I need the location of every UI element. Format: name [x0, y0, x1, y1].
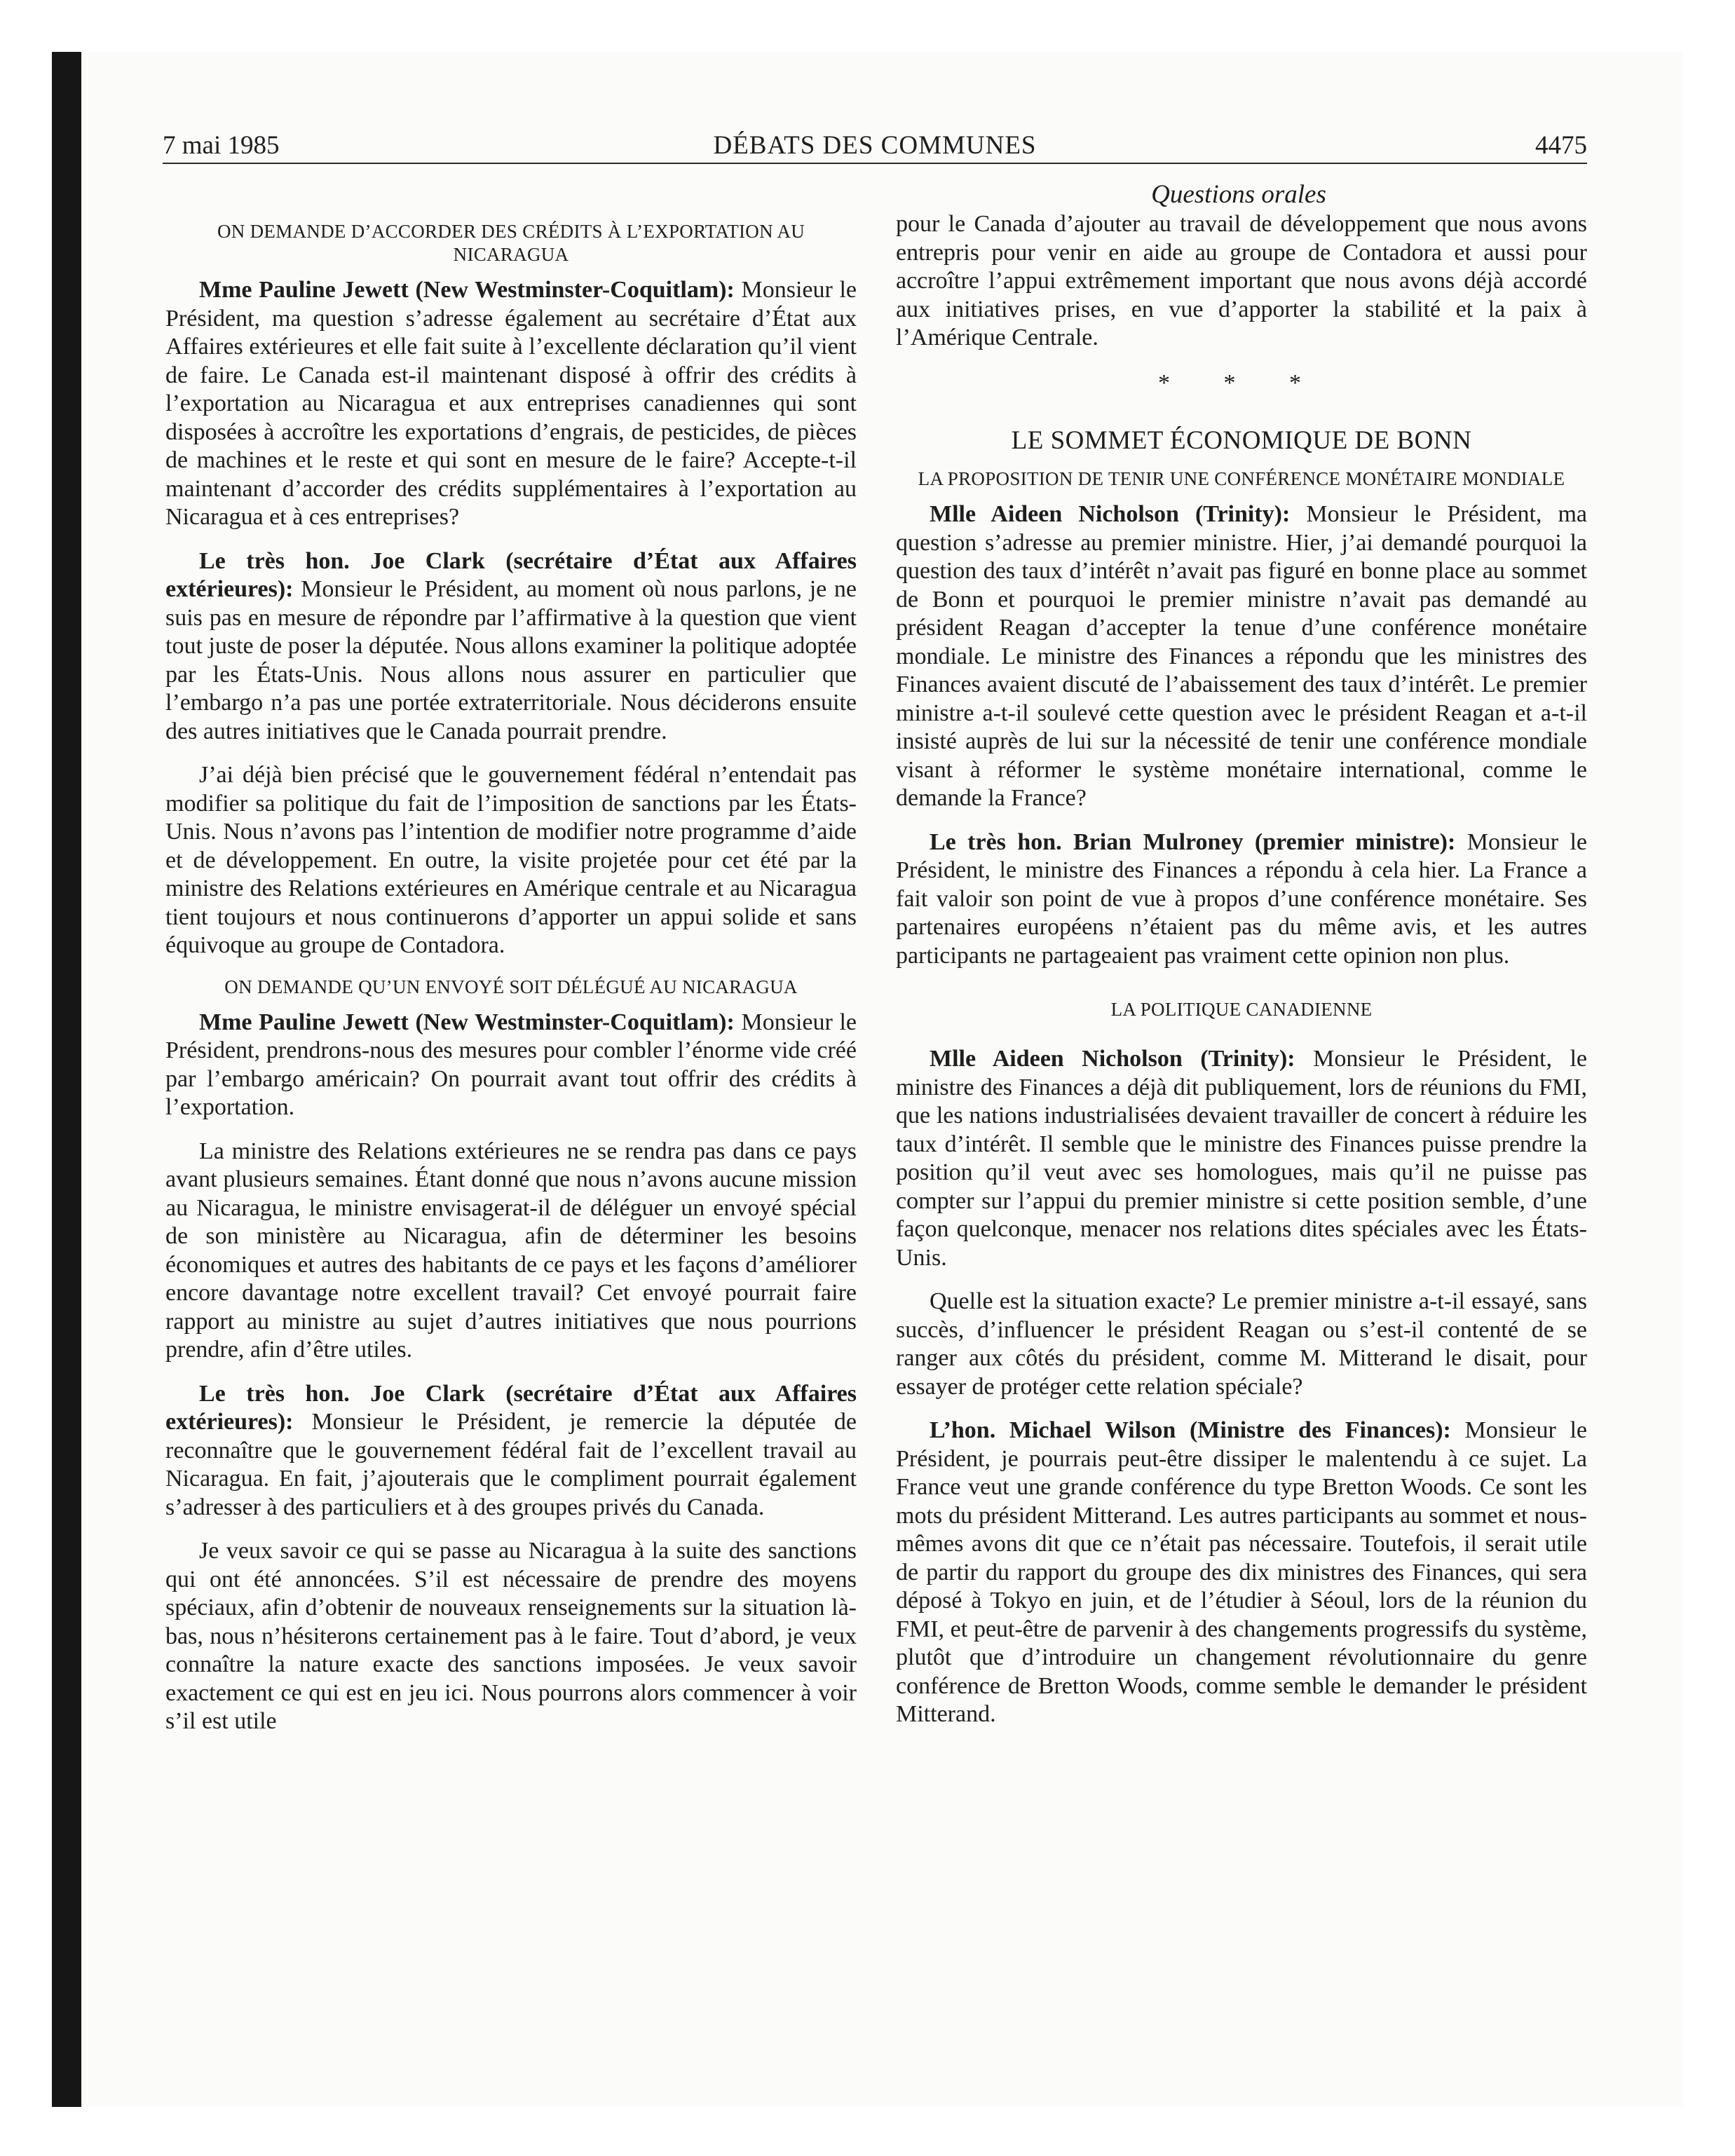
- running-header: [163, 130, 1587, 164]
- speaker: Mlle Aideen Nicholson (Trinity):: [930, 1046, 1295, 1072]
- paragraph: J’ai déjà bien précisé que le gouvernement fédéral n’entendait pas modifier sa politique du fait de l’imposition de sanctions par les États-Unis. Nous n’avons pas l’intention de modifier notre programme d’aide et de développement. En outre, la visite projetée pour cet été par la ministre des Relations extérieures en Amérique centrale et au Nicaragua tient toujours et nous continuerons d’apporter un appui solide et sans équivoque au groupe de Contadora.: [165, 762, 857, 958]
- paragraph: Je veux savoir ce qui se passe au Nicaragua à la suite des sanctions qui ont été annoncées. S’il est nécessaire de prendre des moyens spéciaux, afin d’obtenir de nouveaux renseignements sur la situation là-bas, nous n’hésiterons certainement pas à le faire. Tout d’abord, je veux connaître la nature exacte des sanctions imposées. Je veux savoir exactement ce qui est en jeu ici. Nous pourrons alors commencer à voir s’il est utile: [165, 1538, 857, 1734]
- scan-border: [52, 52, 81, 2107]
- speaker: Le très hon. Joe Clark (secrétaire d’État aux Affaires extérieures):: [165, 547, 857, 602]
- speech: Monsieur le Président, je pourrais peut-être dissiper le malentendu à ce sujet. La France veut une grande conférence du type Bretton Woods. Ce sont les mots du président Mitterand. Les autres participants au sommet et nous-mêmes avons dit que ce n’était pas nécessaire. Toutefois, il serait utile de partir du rapport du groupe des dix ministres des Finances, qui sera déposé à Tokyo en juin, et de l’étudier à Séoul, lors de la réunion du FMI, et peut-être de parvenir à des changements progressifs du système, plutôt que d’introduire un changement révolutionnaire du genre conférence de Bretton Woods, comme semble le demander le président Mitterand.: [896, 1417, 1588, 1727]
- speech: Monsieur le Président, ma question s’adresse au premier ministre. Hier, j’ai demandé pourquoi la question des taux d’intérêt n’avait pas figuré en bonne place au sommet de Bonn et pourquoi le premier ministre n’avait pas demandé au président Reagan d’accepter la tenue d’une conférence monétaire mondiale. Le ministre des Finances a répondu que les ministres des Finances avaient discuté de l’abaissement des taux d’intérêt. Le premier ministre a-t-il soulevé cette question avec le président Reagan et a-t-il insisté auprès de lui sur la nécessité de tenir une conférence mondiale visant à réformer le système monétaire international, comme le demande la France?: [896, 501, 1587, 811]
- header-date: 7 mai 1985: [163, 131, 280, 160]
- speaker: L’hon. Michael Wilson (Ministre des Finances):: [930, 1417, 1451, 1443]
- speaker: Mme Pauline Jewett (New Westminster-Coquitlam):: [199, 277, 735, 303]
- speech: Monsieur le Président, le ministre des Finances a déjà dit publiquement, lors de réunions du FMI, que les nations industrialisées devaient travailler de concert à réduire les taux d’intérêt. Il semble que le ministre des Finances puisse prendre la position qu’il veut avec ses homologues, mais qu’il ne puisse pas compter sur l’appui du premier ministre si cette position semble, d’une façon quelconque, menacer nos relations dites spéciales avec les États-Unis.: [896, 1046, 1588, 1271]
- right-column: [896, 210, 1587, 1745]
- paragraph: [896, 500, 1587, 813]
- left-column: [165, 210, 857, 1752]
- speaker: Le très hon. Joe Clark (secrétaire d’État aux Affaires extérieures):: [165, 1380, 857, 1435]
- speech: Monsieur le Président, prendrons-nous des mesures pour combler l’énorme vide créé par l’embargo américain? On pourrait avant tout offrir des crédits à l’exportation.: [165, 1009, 857, 1120]
- section-title: LE SOMMET ÉCONOMIQUE DE BONN: [1011, 426, 1472, 455]
- paragraph: [165, 547, 857, 746]
- separator: * * *: [1158, 369, 1325, 396]
- speech: Monsieur le Président, je remercie la députée de reconnaître que le gouvernement fédéral fait de l’excellent travail au Nicaragua. En fait, j’ajouterais que le compliment pourrait également s’adresser à des particuliers et à des groupes privés du Canada.: [165, 1409, 857, 1520]
- paragraph: La ministre des Relations extérieures ne se rendra pas dans ce pays avant plusieurs semaines. Étant donné que nous n’avons aucune mission au Nicaragua, le ministre envisagerat-il de déléguer un envoyé spécial de son ministère au Nicaragua, afin de déterminer les besoins économiques et autres des habitants de ce pays et les façons d’améliorer encore davantage notre excellent travail? Cet envoyé pourrait faire rapport au ministre au sujet d’autres initiatives que nous pourrions prendre, afin d’être utiles.: [165, 1138, 857, 1363]
- section-heading: ON DEMANDE D’ACCORDER DES CRÉDITS À L’EXPORTATION AU NICARAGUA: [217, 221, 805, 265]
- section-heading: LA PROPOSITION DE TENIR UNE CONFÉRENCE MONÉTAIRE MONDIALE: [918, 468, 1565, 489]
- paragraph: [896, 1045, 1587, 1272]
- section-heading: ON DEMANDE QU’UN ENVOYÉ SOIT DÉLÉGUÉ AU NICARAGUA: [224, 976, 798, 997]
- speech: Monsieur le Président, ma question s’adresse également au secrétaire d’État aux Affaires extérieures et elle fait suite à l’excellente déclaration qu’il vient de faire. Le Canada est-il maintenant disposé à offrir des crédits à l’exportation au Nicaragua et aux entreprises canadiennes qui sont disposées à accroître les exportations d’engrais, de pesticides, de pièces de machines et le reste et qui sont en mesure de le faire? Accepte-t-il maintenant d’accorder des crédits supplémentaires à l’exportation au Nicaragua et à ces entreprises?: [165, 277, 857, 530]
- speech: Monsieur le Président, au moment où nous parlons, je ne suis pas en mesure de répondre par l’affirmative à la question que vient tout juste de poser la députée. Nous allons examiner la politique adoptée par les États-Unis. Nous allons nous assurer en particulier que l’embargo n’a pas une portée extraterritoriale. Nous déciderons ensuite des autres initiatives que le Canada pourrait prendre.: [165, 576, 857, 744]
- section-heading: LA POLITIQUE CANADIENNE: [1110, 999, 1373, 1020]
- paragraph: [896, 828, 1587, 971]
- speaker: Mme Pauline Jewett (New Westminster-Coquitlam):: [199, 1009, 735, 1035]
- paragraph: pour le Canada d’ajouter au travail de développement que nous avons entrepris pour venir en aide au groupe de Contadora et aussi pour accroître l’appui extrêmement important que nous avons déjà accordé aux initiatives prises, en vue d’apporter la stabilité et la paix à l’Amérique Centrale.: [896, 211, 1587, 350]
- paragraph: [165, 276, 857, 532]
- page-number: 4475: [1535, 131, 1587, 160]
- speech: Monsieur le Président, le ministre des Finances a répondu à cela hier. La France a fait valoir son point de vue à propos d’une conférence monétaire. Ses partenaires européens n’étaient pas du même avis, et les autres participants ne partageaient pas vraiment cette opinion non plus.: [896, 828, 1587, 969]
- paragraph: Quelle est la situation exacte? Le premier ministre a-t-il essayé, sans succès, d’influencer le président Reagan ou s’est-il contenté de se ranger aux côtés du président, comme M. Mitterand le disait, pour essayer de protéger cette relation spéciale?: [896, 1288, 1587, 1400]
- speaker: Mlle Aideen Nicholson (Trinity):: [930, 501, 1291, 527]
- paragraph: [896, 1417, 1587, 1729]
- header-title: DÉBATS DES COMMUNES: [713, 131, 1037, 160]
- paragraph: [165, 1380, 857, 1522]
- subject-header: Questions orales: [1151, 180, 1326, 209]
- speaker: Le très hon. Brian Mulroney (premier ministre):: [930, 828, 1456, 855]
- paragraph: [165, 1009, 857, 1122]
